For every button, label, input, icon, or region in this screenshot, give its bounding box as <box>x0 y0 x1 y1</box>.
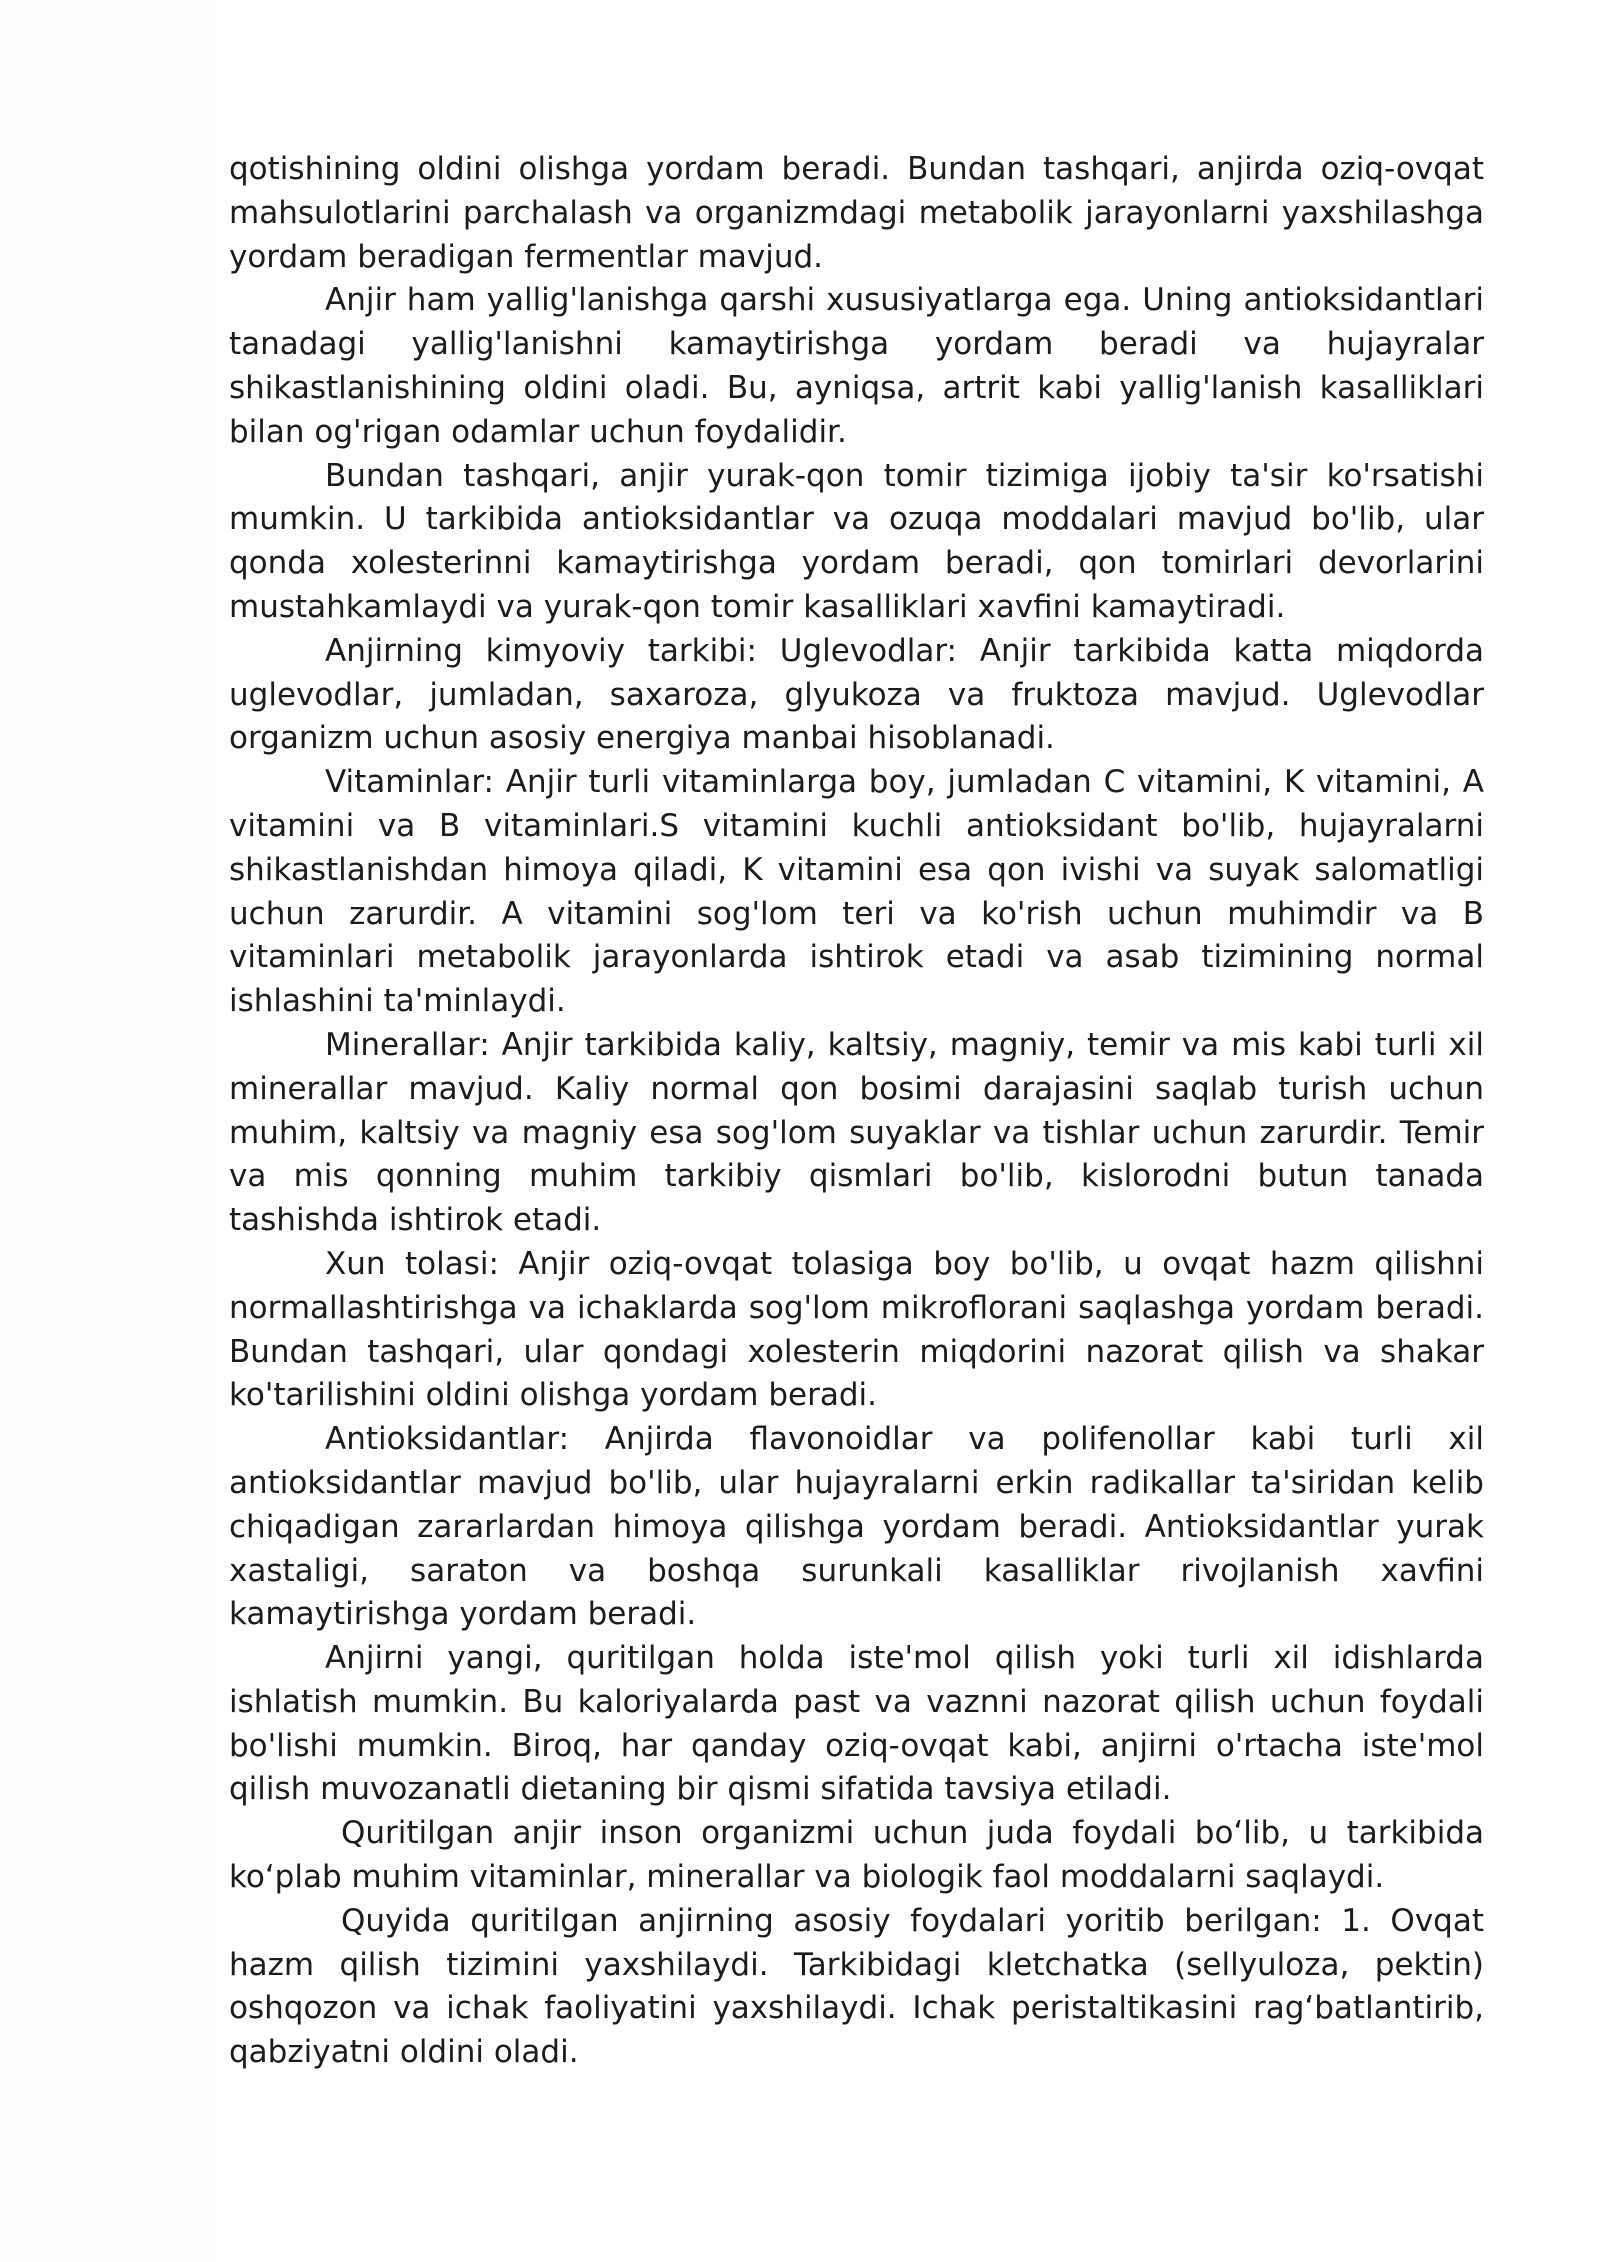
paragraph-dried-fig: Quritilgan anjir inson organizmi uchun juda foydali bo‘lib, u tarkibida ko‘plab muhim vitaminlar, minerallar va biologik faol moddalarni saqlaydi. <box>229 1815 1484 1896</box>
paragraph-fiber: Xun tolasi: Anjir oziq-ovqat tolasiga boy bo'lib, u ovqat hazm qilishni normallashtirishga va ichaklarda sog'lom mikroflorani saqlashga yordam beradi. Bundan tashqari, ular qondagi xolesterin miqdorini nazorat qilish va shakar ko'tarilishini oldini olishga yordam beradi. <box>229 1245 1484 1414</box>
document-body <box>229 148 1484 2075</box>
paragraph-consumption: Anjirni yangi, quritilgan holda iste'mol qilish yoki turli xil idishlarda ishlatish mumkin. Bu kaloriyalarda past va vaznni nazorat qilish uchun foydali bo'lishi mumkin. Biroq, har qanday oziq-ovqat kabi, anjirni o'rtacha iste'mol qilish muvozanatli dietaning bir qismi sifatida tavsiya etiladi. <box>229 1640 1484 1808</box>
paragraph-continuation: qotishining oldini olishga yordam beradi. Bundan tashqari, anjirda oziq-ovqat mahsulotlarini parchalash va organizmdagi metabolik jarayonlarni yaxshilashga yordam beradigan fermentlar mavjud. <box>229 151 1484 275</box>
paragraph-anti-inflammatory: Anjir ham yallig'lanishga qarshi xususiyatlarga ega. Uning antioksidantlari tanadagi yallig'lanishni kamaytirishga yordam beradi va hujayralar shikastlanishining oldini oladi. Bu, ayniqsa, artrit kabi yallig'lanish kasalliklari bilan og'rigan odamlar uchun foydalidir. <box>229 282 1484 450</box>
paragraph-benefits: Quyida quritilgan anjirning asosiy foydalari yoritib berilgan: 1. Ovqat hazm qilish tizimini yaxshilaydi. Tarkibidagi kletchatka (sellyuloza, pektin) oshqozon va ichak faoliyatini yaxshilaydi. Ichak peristaltikasini rag‘batlantirib, qabziyatni oldini oladi. <box>229 1902 1484 2071</box>
paragraph-antioxidants: Antioksidantlar: Anjirda flavonoidlar va polifenollar kabi turli xil antioksidantlar mavjud bo'lib, ular hujayralarni erkin radikallar ta'siridan kelib chiqadigan zararlardan himoya qilishga yordam beradi. Antioksidantlar yurak xastaligi, saraton va boshqa surunkali kasalliklar rivojlanish xavfini kamaytirishga yordam beradi. <box>229 1421 1484 1633</box>
paragraph-minerals: Minerallar: Anjir tarkibida kaliy, kaltsiy, magniy, temir va mis kabi turli xil minerallar mavjud. Kaliy normal qon bosimi darajasini saqlab turish uchun muhim, kaltsiy va magniy esa sog'lom suyaklar va tishlar uchun zarurdir. Temir va mis qonning muhim tarkibiy qismlari bo'lib, kislorodni butun tanada tashishda ishtirok etadi. <box>229 1026 1484 1239</box>
paragraph-cardiovascular: Bundan tashqari, anjir yurak-qon tomir tizimiga ijobiy ta'sir ko'rsatishi mumkin. U tarkibida antioksidantlar va ozuqa moddalari mavjud bo'lib, ular qonda xolesterinni kamaytirishga yordam beradi, qon tomirlari devorlarini mustahkamlaydi va yurak-qon tomir kasalliklari xavfini kamaytiradi. <box>229 457 1484 625</box>
paragraph-vitamins: Vitaminlar: Anjir turli vitaminlarga boy, jumladan C vitamini, K vitamini, A vitamini va B vitaminlari.S vitamini kuchli antioksidant bo'lib, hujayralarni shikastlanishdan himoya qiladi, K vitamini esa qon ivishi va suyak salomatligi uchun zarurdir. A vitamini sog'lom teri va ko'rish uchun muhimdir va B vitaminlari metabolik jarayonlarda ishtirok etadi va asab tizimining normal ishlashini ta'minlaydi. <box>229 764 1484 1020</box>
paragraph-carbohydrates: Anjirning kimyoviy tarkibi: Uglevodlar: Anjir tarkibida katta miqdorda uglevodlar, jumladan, saxaroza, glyukoza va fruktoza mavjud. Uglevodlar organizm uchun asosiy energiya manbai hisoblanadi. <box>229 632 1484 757</box>
